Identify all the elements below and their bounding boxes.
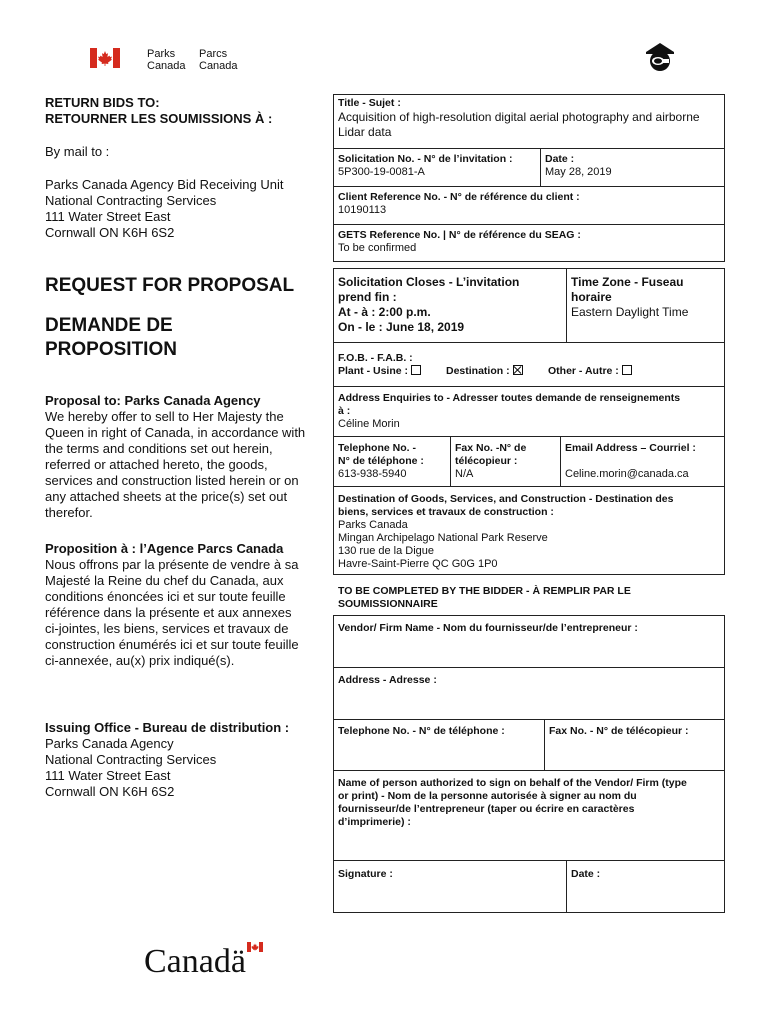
return-bids-section — [45, 95, 325, 241]
email-label: Email Address – Courriel : — [565, 442, 696, 454]
parks-canada-fr — [199, 48, 238, 72]
closing-cell — [333, 272, 565, 338]
bidder-telephone-field[interactable] — [333, 722, 544, 770]
proposal-en-line: Queen in right of Canada, in accordance with — [45, 425, 306, 440]
title-cell — [333, 94, 725, 143]
issuing-office-line: Parks Canada Agency — [45, 736, 174, 751]
timezone-cell — [566, 272, 725, 323]
telephone-cell — [333, 439, 450, 484]
title-value-line2: Lidar data — [338, 125, 392, 139]
canada-wordmark-text: Canadä — [144, 943, 246, 980]
email-value: Celine.morin@canada.ca — [565, 468, 689, 480]
proposal-fr-section — [45, 541, 330, 669]
divider — [333, 770, 725, 771]
solicitation-value: 5P300-19-0081-A — [338, 166, 425, 178]
divider — [333, 667, 725, 668]
return-address-line: National Contracting Services — [45, 193, 217, 208]
title-label: Title - Sujet : — [338, 97, 401, 109]
fax-line2: télécopieur : — [455, 455, 518, 467]
proposal-fr-line: Majesté la Reine du chef du Canada, aux — [45, 573, 284, 588]
fob-plant-option[interactable] — [338, 365, 421, 378]
parks-fr-line1: Parcs — [199, 48, 228, 60]
fax-line1: Fax No. -N° de — [455, 442, 527, 454]
proposal-fr-line: construction énumérés ici et sur toute feuille — [45, 637, 299, 652]
rfp-title-fr-line2: PROPOSITION — [45, 339, 177, 360]
return-bids-title-en: RETURN BIDS TO: — [45, 95, 160, 110]
proposal-en-line: any attached sheets at the price(s) set out — [45, 489, 288, 504]
bidder-telephone-label: Telephone No. - N° de téléphone : — [338, 725, 505, 737]
fax-value: N/A — [455, 468, 474, 480]
date-cell — [540, 150, 725, 182]
vendor-name-label: Vendor/ Firm Name - Nom du fournisseur/de l’entrepreneur : — [338, 622, 638, 634]
authorized-person-field[interactable] — [333, 774, 725, 860]
issuing-office-title: Issuing Office - Bureau de distribution : — [45, 720, 290, 735]
rfp-title-fr — [45, 314, 177, 362]
proposal-fr-title: Proposition à : l’Agence Parcs Canada — [45, 541, 284, 556]
canada-flag-icon — [90, 48, 120, 68]
telephone-line2: N° de téléphone : — [338, 455, 424, 467]
enquiries-line1: Address Enquiries to - Adresser toutes demande de renseignements — [338, 392, 681, 404]
telephone-line1: Telephone No. - — [338, 442, 416, 454]
authorized-person-line: fournisseur/de l’entrepreneur (taper ou écrire en caractères — [338, 803, 635, 815]
proposal-en-line: We hereby offer to sell to Her Majesty the — [45, 409, 284, 424]
address-label: Address - Adresse : — [338, 674, 437, 686]
divider — [333, 224, 725, 225]
parks-fr-line2: Canada — [199, 60, 238, 72]
signature-date-label: Date : — [571, 868, 601, 880]
proposal-fr-line: référence dans la présente et aux annexes — [45, 605, 292, 620]
return-bids-title-fr: RETOURNER LES SOUMISSIONS À : — [45, 111, 273, 126]
solicitation-label: Solicitation No. - N° de l’invitation : — [338, 153, 513, 165]
proposal-en-line: the terms and conditions set out herein, — [45, 441, 273, 456]
canada-wordmark — [144, 942, 274, 982]
fob-cell — [333, 349, 725, 382]
timezone-line1: Time Zone - Fuseau — [571, 275, 684, 289]
closing-date: On - le : June 18, 2019 — [338, 320, 465, 334]
fob-other-option[interactable] — [548, 365, 632, 378]
signature-date-field[interactable] — [566, 865, 725, 913]
solicitation-cell — [333, 150, 540, 182]
wordmark-flag-icon — [247, 942, 263, 952]
gets-label: GETS Reference No. | N° de référence du SEAG : — [338, 229, 581, 241]
return-address-line: Parks Canada Agency Bid Receiving Unit — [45, 177, 284, 192]
beaver-emblem-icon — [644, 42, 676, 72]
destination-line1: Destination of Goods, Services, and Construction - Destination des — [338, 493, 674, 505]
closing-line2: prend fin : — [338, 290, 397, 304]
timezone-line2: horaire — [571, 290, 612, 304]
fob-options — [338, 365, 720, 379]
telephone-value: 613-938-5940 — [338, 468, 407, 480]
email-cell — [560, 439, 725, 484]
divider — [333, 436, 725, 437]
authorized-person-line: d’imprimerie) : — [338, 816, 411, 828]
divider — [333, 486, 725, 487]
return-address-line: Cornwall ON K6H 6S2 — [45, 225, 175, 240]
gets-cell — [333, 226, 725, 258]
authorized-person-line: or print) - Nom de la personne autorisée à signer au nom du — [338, 790, 637, 802]
date-value: May 28, 2019 — [545, 166, 612, 178]
fob-other-checkbox[interactable] — [622, 365, 632, 375]
enquiries-line2: à : — [338, 405, 351, 417]
proposal-en-title: Proposal to: Parks Canada Agency — [45, 393, 261, 408]
rfp-title-en: REQUEST FOR PROPOSAL — [45, 275, 295, 296]
destination-address-line: Mingan Archipelago National Park Reserve — [338, 532, 548, 544]
proposal-fr-line: Nous offrons par la présente de vendre à sa — [45, 557, 299, 572]
fax-cell — [450, 439, 560, 484]
fob-other-label: Other - Autre : — [548, 365, 619, 377]
parks-canada-en — [147, 48, 186, 72]
timezone-value: Eastern Daylight Time — [571, 305, 689, 319]
bidder-heading-line1: TO BE COMPLETED BY THE BIDDER - À REMPLIR PAR LE — [338, 585, 631, 597]
bidder-fax-label: Fax No. - N° de télécopieur : — [549, 725, 689, 737]
parks-en-line2: Canada — [147, 60, 186, 72]
parks-en-line1: Parks — [147, 48, 176, 60]
divider — [333, 860, 725, 861]
gets-value: To be confirmed — [338, 242, 417, 254]
destination-line2: biens, services et travaux de construction : — [338, 506, 554, 518]
proposal-fr-line: conditions énoncées ici et sur toute feuille — [45, 589, 286, 604]
address-field[interactable] — [333, 671, 725, 719]
closing-time: At - à : 2:00 p.m. — [338, 305, 431, 319]
proposal-fr-line: ci-jointes, les biens, services et travaux de — [45, 621, 289, 636]
signature-field[interactable] — [333, 865, 565, 913]
date-label: Date : — [545, 153, 575, 165]
fob-destination-checkbox[interactable] — [513, 365, 523, 375]
fob-destination-label: Destination : — [446, 365, 510, 377]
issuing-office-line: National Contracting Services — [45, 752, 217, 767]
enquiries-cell — [333, 389, 725, 434]
bidder-heading-line2: SOUMISSIONNAIRE — [338, 598, 438, 610]
bidder-fax-field[interactable] — [544, 722, 725, 770]
fob-destination-option[interactable] — [446, 365, 523, 378]
destination-address-line: 130 rue de la Digue — [338, 545, 435, 557]
client-ref-cell — [333, 188, 725, 220]
fob-label: F.O.B. - F.A.B. : — [338, 352, 413, 364]
fob-plant-checkbox[interactable] — [411, 365, 421, 375]
proposal-en-line: services and construction listed herein or on — [45, 473, 299, 488]
destination-cell — [333, 490, 725, 574]
proposal-en-section — [45, 393, 330, 521]
divider — [333, 342, 725, 343]
destination-address-line: Parks Canada — [338, 519, 408, 531]
issuing-office-line: 111 Water Street East — [45, 768, 171, 783]
divider — [333, 186, 725, 187]
divider — [333, 719, 725, 720]
rfp-title-fr-line1: DEMANDE DE — [45, 315, 173, 336]
proposal-en-line: therefor. — [45, 505, 93, 520]
issuing-office-section — [45, 720, 330, 800]
proposal-en-line: referred or attached hereto, the goods, — [45, 457, 268, 472]
enquiries-value: Céline Morin — [338, 418, 400, 430]
return-address-line: 111 Water Street East — [45, 209, 171, 224]
closing-line1: Solicitation Closes - L’invitation — [338, 275, 520, 289]
bidder-heading — [333, 582, 725, 614]
issuing-office-line: Cornwall ON K6H 6S2 — [45, 784, 175, 799]
by-mail-label: By mail to : — [45, 144, 110, 159]
divider — [333, 148, 725, 149]
client-ref-label: Client Reference No. - N° de référence du client : — [338, 191, 580, 203]
client-ref-value: 10190113 — [338, 204, 387, 216]
fob-plant-label: Plant - Usine : — [338, 365, 409, 377]
signature-label: Signature : — [338, 868, 393, 880]
title-value-line1: Acquisition of high-resolution digital aerial photography and airborne — [338, 110, 700, 124]
divider — [333, 386, 725, 387]
vendor-name-field[interactable] — [333, 619, 725, 667]
authorized-person-line: Name of person authorized to sign on behalf of the Vendor/ Firm (type — [338, 777, 687, 789]
proposal-fr-line: ci-annexée, au(x) prix indiqué(s). — [45, 653, 235, 668]
destination-address-line: Havre-Saint-Pierre QC G0G 1P0 — [338, 558, 498, 570]
